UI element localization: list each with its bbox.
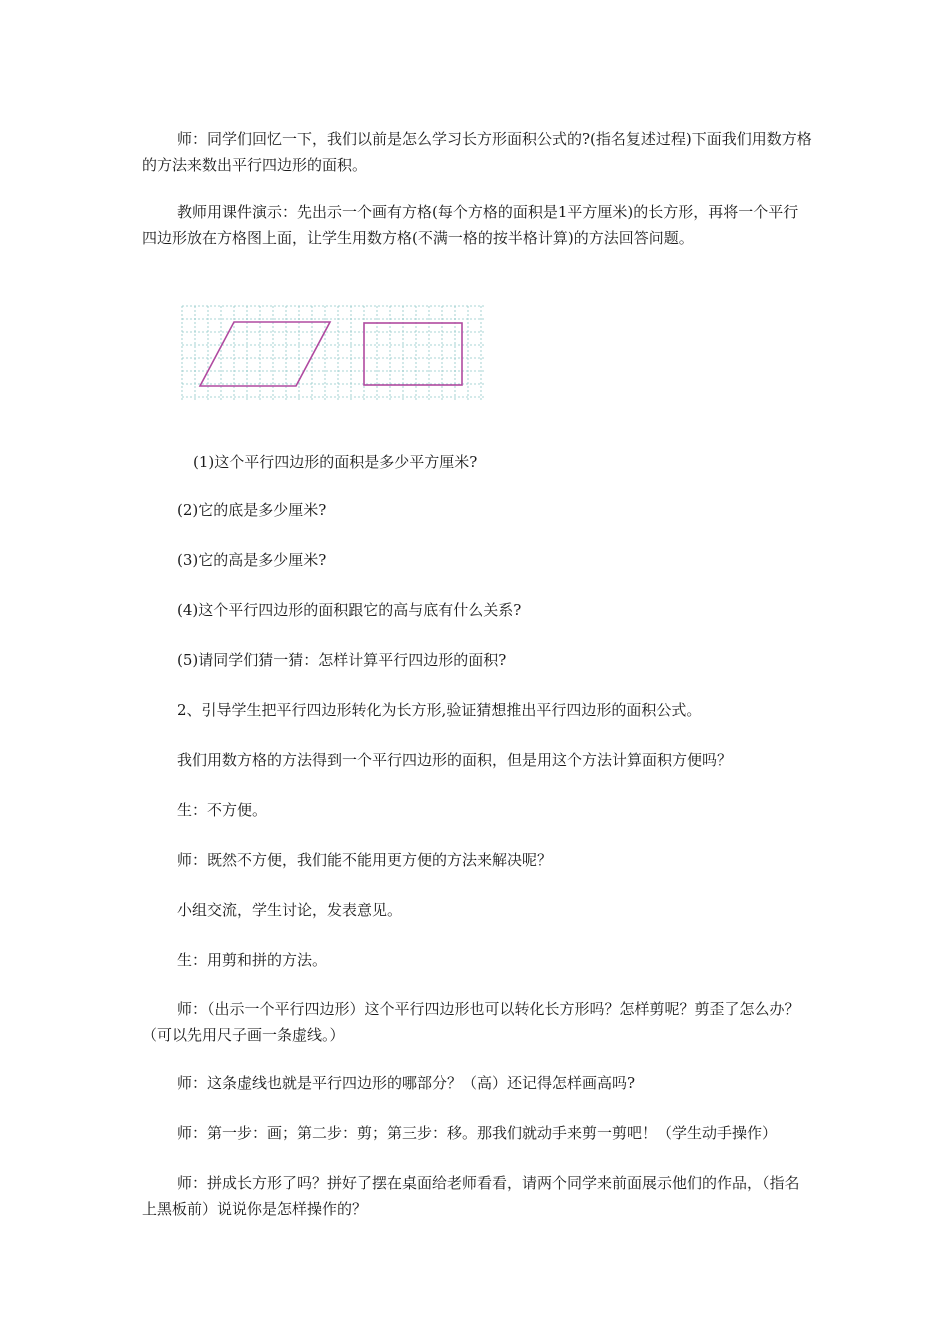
paragraph-demo: 教师用课件演示：先出示一个画有方格(每个方格的面积是1平方厘米)的长方形，再将一个平行四边形放在方格图上面，让学生用数方格(不满一格的按半格计算)的方法回答问题。 — [142, 203, 799, 247]
question-3: (3)它的高是多少厘米? — [177, 551, 327, 569]
paragraph-convert: 师：（出示一个平行四边形）这个平行四边形也可以转化长方形吗？怎样剪呢？剪歪了怎么办？（可以先用尺子画一条虚线。） — [142, 1000, 800, 1044]
question-4: (4)这个平行四边形的面积跟它的高与底有什么关系? — [177, 601, 522, 619]
section-2-heading: 2、引导学生把平行四边形转化为长方形,验证猜想推出平行四边形的面积公式。 — [177, 701, 702, 719]
line-group-discussion: 小组交流，学生讨论，发表意见。 — [177, 901, 403, 919]
question-5: (5)请同学们猜一猜：怎样计算平行四边形的面积? — [177, 651, 507, 669]
question-1: (1)这个平行四边形的面积是多少平方厘米? — [193, 453, 478, 471]
paragraph-recall: 师：同学们回忆一下，我们以前是怎么学习长方形面积公式的?(指名复述过程)下面我们用数方格的方法来数出平行四边形的面积。 — [142, 130, 812, 174]
line-student-inconvenient: 生：不方便。 — [177, 801, 268, 819]
line-dashed-height: 师：这条虚线也就是平行四边形的哪部分？（高）还记得怎样画高吗? — [177, 1074, 636, 1092]
line-grid-method: 我们用数方格的方法得到一个平行四边形的面积，但是用这个方法计算面积方便吗？ — [177, 751, 733, 769]
line-student-cut-paste: 生：用剪和拼的方法。 — [177, 951, 328, 969]
question-2: (2)它的底是多少厘米? — [177, 501, 327, 519]
paragraph-show-work: 师：拼成长方形了吗？拼好了摆在桌面给老师看看，请两个同学来前面展示他们的作品，（指名上黑板前）说说你是怎样操作的？ — [142, 1174, 800, 1218]
line-teacher-better-method: 师：既然不方便，我们能不能用更方便的方法来解决呢？ — [177, 851, 553, 869]
line-steps: 师：第一步：画；第二步：剪；第三步：移。那我们就动手来剪一剪吧！（学生动手操作） — [177, 1124, 778, 1142]
grid-figure — [178, 300, 488, 406]
